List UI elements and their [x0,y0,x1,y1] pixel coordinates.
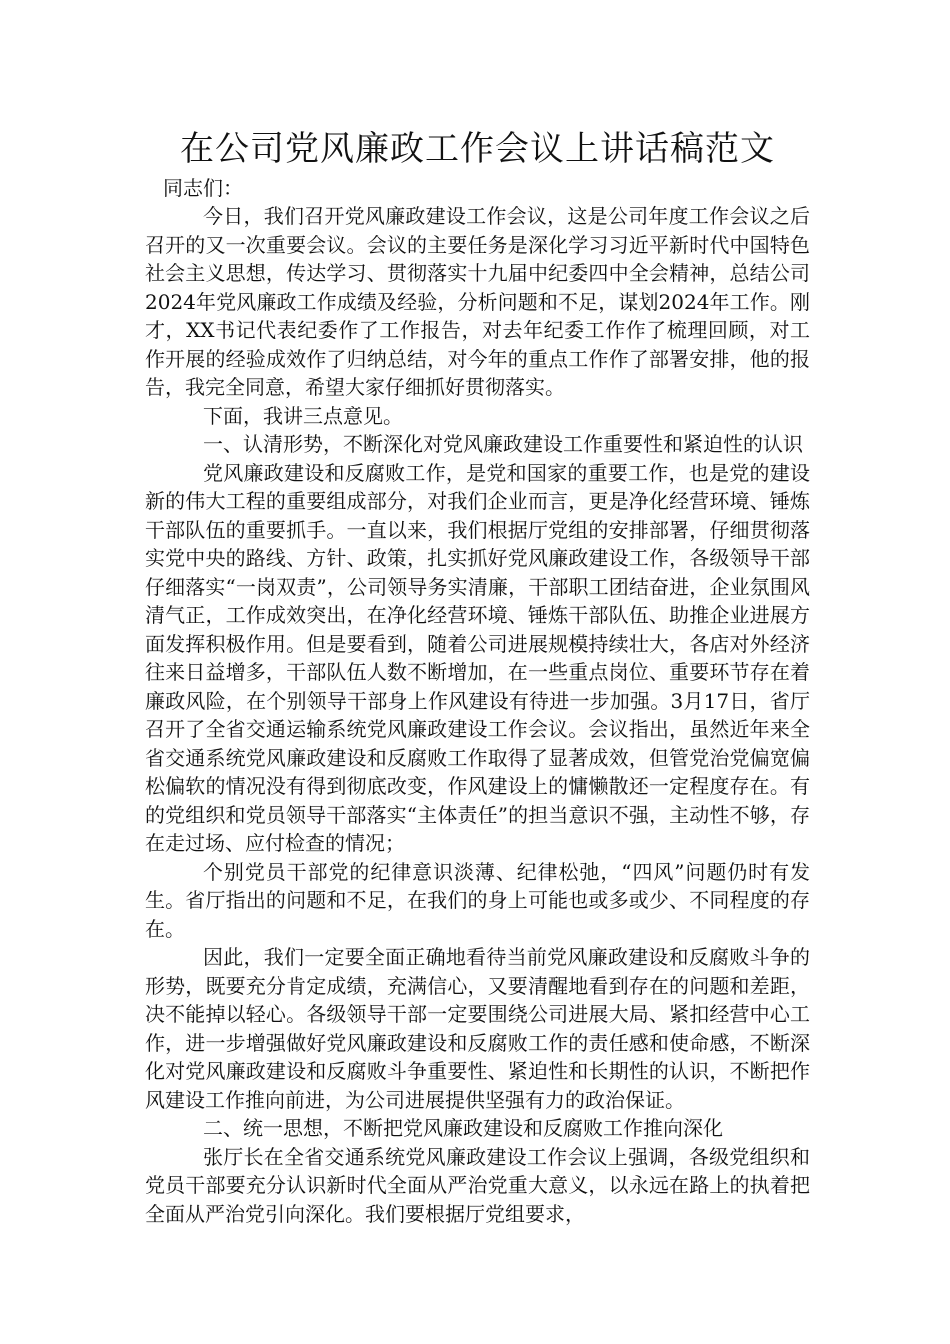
section-heading-two: 二、统一思想，不断把党风廉政建设和反腐败工作推向深化 [203,1116,723,1140]
document-title: 在公司党风廉政工作会议上讲话稿范文 [180,129,775,169]
document-page [145,126,810,1228]
paragraph-opening: 今日，我们召开党风廉政建设工作会议，这是公司年度工作会议之后召开的又一次重要会议。会议的主要任务是深化学习习近平新时代中国特色社会主义思想，传达学习、贯彻落实十九届中纪委四中全会精神，总结公司2024年党风廉政工作成绩及经验，分析问题和不足，谋划2024年工作。刚才，XX书记代表纪委作了工作报告，对去年纪委工作作了梳理回顾，对工作开展的经验成效作了归纳总结，对今年的重点工作作了部署安排，他的报告，我完全同意，希望大家仔细抓好贯彻落实。 [145,204,810,399]
paragraph-situation: 党风廉政建设和反腐败工作，是党和国家的重要工作，也是党的建设新的伟大工程的重要组成部分，对我们企业而言，更是净化经营环境、锤炼干部队伍的重要抓手。一直以来，我们根据厅党组的安排部署，仔细贯彻落实党中央的路线、方针、政策，扎实抓好党风廉政建设工作，各级领导干部仔细落实“一岗双责”，公司领导务实清廉，干部职工团结奋进，企业氛围风清气正，工作成效突出，在净化经营环境、锤炼干部队伍、助推企业进展方面发挥积极作用。但是要看到，随着公司进展规模持续壮大，各店对外经济往来日益增多，干部队伍人数不断增加，在一些重点岗位、重要环节存在着廉政风险，在个别领导干部身上作风建设有待进一步加强。3月17日，省厅召开了全省交通运输系统党风廉政建设工作会议。会议指出，虽然近年来全省交通系统党风廉政建设和反腐败工作取得了显著成效，但管党治党偏宽偏松偏软的情况没有得到彻底改变，作风建设上的慵懒散还一定程度存在。有的党组织和党员领导干部落实“主体责任”的担当意识不强，主动性不够，存在走过场、应付检查的情况； [145,460,810,855]
section-heading-one: 一、认清形势，不断深化对党风廉政建设工作重要性和紧迫性的认识 [203,432,803,456]
paragraph-therefore: 因此，我们一定要全面正确地看待当前党风廉政建设和反腐败斗争的形势，既要充分肯定成绩，充满信心，又要清醒地看到存在的问题和差距，决不能掉以轻心。各级领导干部一定要围绕公司进展大局、紧扣经营中心工作，进一步增强做好党风廉政建设和反腐败工作的责任感和使命感，不断深化对党风廉政建设和反腐败斗争重要性、紧迫性和长期性的认识，不断把作风建设工作推向前进，为公司进展提供坚强有力的政治保证。 [145,945,810,1112]
salutation: 同志们： [163,176,243,200]
paragraph-three-points: 下面，我讲三点意见。 [203,403,403,428]
paragraph-discipline: 个别党员干部党的纪律意识淡薄、纪律松弛，“四风”问题仍时有发生。省厅指出的问题和不足，在我们的身上可能也或多或少、不同程度的存在。 [145,859,810,941]
paragraph-director: 张厅长在全省交通系统党风廉政建设工作会议上强调，各级党组织和党员干部要充分认识新时代全面从严治党重大意义，以永远在路上的执着把全面从严治党引向深化。我们要根据厅党组要求， [145,1144,810,1226]
